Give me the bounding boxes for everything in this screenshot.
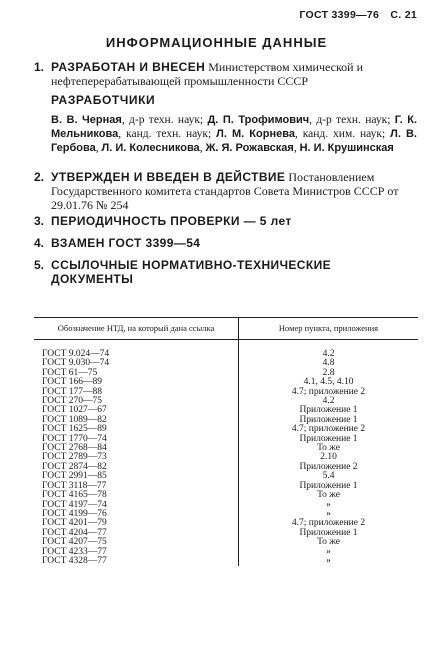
column-header-document: Обозначение НТД, на который дана ссылка — [34, 318, 239, 340]
table-row — [34, 340, 418, 360]
standard-number: ГОСТ 3399—76 — [299, 9, 380, 21]
author-name: Н. И. Крушинская — [299, 142, 394, 154]
clause-reference: Приложение 1 — [299, 414, 358, 425]
document-designation: ГОСТ 2874—82 — [34, 463, 239, 472]
section-4 — [34, 236, 416, 250]
section-2-number: 2. — [34, 170, 45, 184]
clause-reference: » — [326, 508, 331, 519]
developers-heading: РАЗРАБОТЧИКИ — [51, 93, 156, 107]
clause-reference: То же — [317, 443, 340, 454]
clause-reference: То же — [317, 537, 340, 548]
section-2-caption: УТВЕРЖДЕН И ВВЕДЕН В ДЕЙСТВИЕ — [51, 170, 286, 184]
section-1-caption: РАЗРАБОТАН И ВНЕСЕН — [51, 60, 206, 74]
document-designation: ГОСТ 270—75 — [34, 397, 239, 406]
section-5-caption: ССЫЛОЧНЫЕ НОРМАТИВНО-ТЕХНИЧЕСКИЕ ДОКУМЕНТЫ — [51, 258, 332, 286]
section-4-number: 4. — [34, 236, 45, 250]
author-name: Л. М. Корнева — [216, 128, 295, 140]
document-designation: ГОСТ 9.030—74 — [34, 359, 239, 368]
clause-reference: Приложение 2 — [299, 461, 358, 472]
section-4-caption: ВЗАМЕН ГОСТ 3399—54 — [51, 236, 201, 250]
section-2-text: Постановлением Государственного комитета стандартов Совета Министров СССР от 29.01.76 № 254 — [51, 170, 399, 212]
document-designation: ГОСТ 2768—84 — [34, 444, 239, 453]
document-designation: ГОСТ 4204—77 — [34, 529, 239, 538]
author-degree: , — [293, 142, 300, 154]
clause-reference: Приложение 1 — [299, 433, 358, 444]
page-number: С. 21 — [390, 9, 417, 21]
document-designation: ГОСТ 177—88 — [34, 388, 239, 397]
author-degree: , канд. техн. наук; — [118, 128, 217, 140]
reference-documents-table — [34, 317, 418, 566]
authors-list — [51, 113, 417, 155]
section-3-number: 3. — [34, 214, 45, 228]
document-designation: ГОСТ 1770—74 — [34, 435, 239, 444]
document-designation: ГОСТ 2789—73 — [34, 453, 239, 462]
clause-reference: 4.7; приложение 2 — [291, 424, 366, 435]
document-designation: ГОСТ 4201—79 — [34, 519, 239, 528]
clause-reference: 5.4 — [322, 471, 335, 482]
clause-reference: 4.8 — [322, 358, 335, 369]
clause-reference: Приложение 1 — [299, 527, 358, 538]
section-5-number: 5. — [34, 258, 45, 272]
clause-reference: 4.7; приложение 2 — [291, 518, 366, 529]
clause-reference: Приложение 1 — [299, 480, 358, 491]
document-designation: ГОСТ 1625—89 — [34, 425, 239, 434]
document-designation: ГОСТ 4199—76 — [34, 510, 239, 519]
clause-reference: » — [326, 546, 331, 557]
section-3-caption: ПЕРИОДИЧНОСТЬ ПРОВЕРКИ — 5 лет — [51, 214, 292, 228]
page-header — [291, 9, 417, 21]
section-1 — [34, 60, 416, 88]
table-row — [34, 557, 418, 566]
author-degree: , д-р техн. наук; — [121, 114, 208, 126]
document-designation: ГОСТ 4165—78 — [34, 491, 239, 500]
author-degree: , — [95, 142, 102, 154]
document-title: ИНФОРМАЦИОННЫЕ ДАННЫЕ — [105, 35, 328, 50]
document-designation: ГОСТ 9.024—74 — [34, 340, 239, 360]
clause-reference: То же — [317, 490, 340, 501]
author-name: Л. И. Колесникова — [101, 142, 200, 154]
section-3 — [34, 214, 416, 228]
document-designation: ГОСТ 61—75 — [34, 369, 239, 378]
clause-reference: 4.2 — [322, 349, 335, 359]
document-designation: ГОСТ 4207—75 — [34, 538, 239, 547]
author-degree: , — [199, 142, 206, 154]
clause-reference: Приложение 1 — [299, 405, 358, 416]
clause-reference: 2.10 — [320, 452, 337, 463]
clause-reference: 4.2 — [322, 396, 335, 407]
clause-reference: » — [326, 499, 331, 510]
author-degree: , канд. хим. наук; — [294, 128, 391, 140]
document-designation: ГОСТ 166—89 — [34, 378, 239, 387]
document-designation: ГОСТ 3118—77 — [34, 482, 239, 491]
author-name: В. В. Черная — [51, 114, 122, 126]
document-designation: ГОСТ 1027—67 — [34, 406, 239, 415]
document-designation: ГОСТ 4328—77 — [34, 557, 239, 566]
clause-reference: 4.1, 4.5, 4.10 — [303, 377, 354, 388]
section-2 — [34, 170, 416, 212]
clause-reference: » — [326, 555, 331, 566]
column-header-clause: Номер пункта, приложения — [239, 318, 419, 340]
document-designation: ГОСТ 4197—74 — [34, 501, 239, 510]
author-name: Г. К. Мельникова — [51, 114, 417, 140]
document-designation: ГОСТ 4233—77 — [34, 548, 239, 557]
table-header-row — [34, 318, 418, 340]
section-1-text: Министерством химической и нефтеперерабатывающей промышленности СССР — [51, 60, 364, 88]
author-name: Л. В. Гербова — [51, 128, 417, 154]
section-1-number: 1. — [34, 60, 45, 74]
clause-reference: 2.8 — [322, 367, 335, 378]
section-5 — [34, 258, 416, 286]
document-designation: ГОСТ 1089—82 — [34, 416, 239, 425]
author-degree: , д-р техн. наук; — [309, 114, 395, 126]
author-name: Ж. Я. Рожавская — [205, 142, 294, 154]
author-name: Д. П. Трофимович — [207, 114, 310, 126]
document-designation: ГОСТ 2991—85 — [34, 472, 239, 481]
clause-reference: 4.7; приложение 2 — [291, 386, 366, 397]
